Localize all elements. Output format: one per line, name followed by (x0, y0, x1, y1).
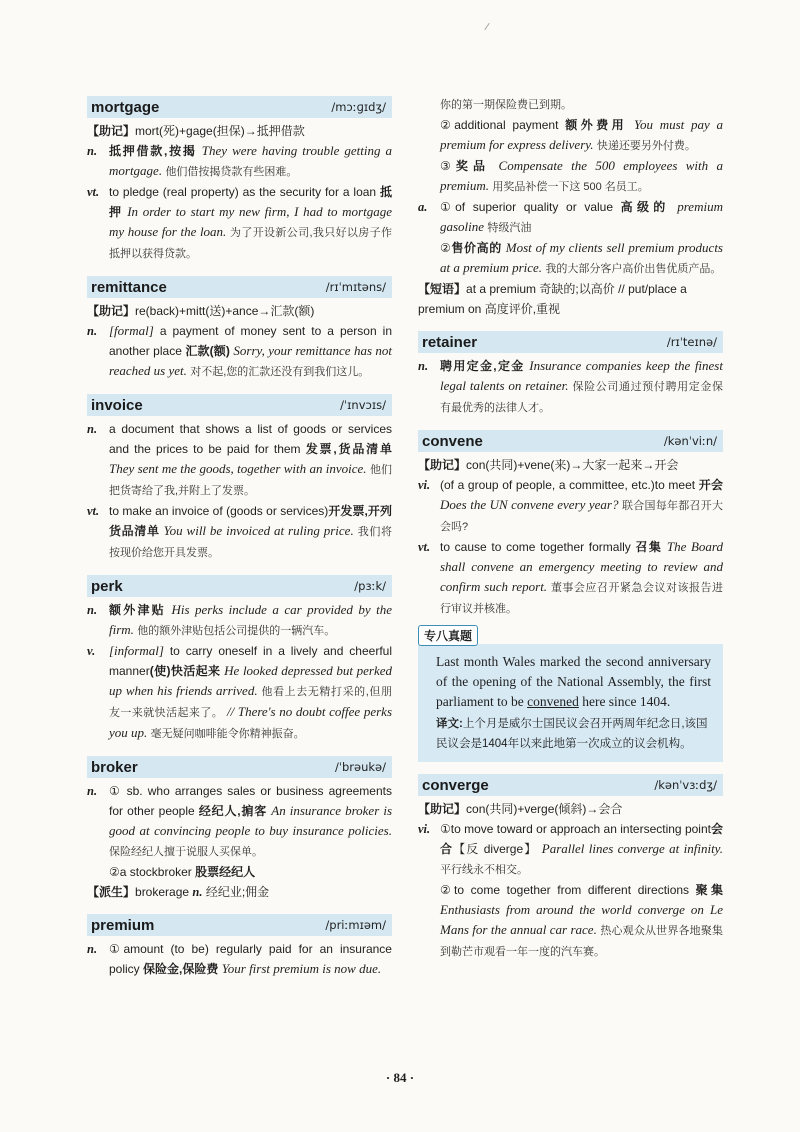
page-number: · 84 · (385, 1070, 415, 1085)
entry-invoice (87, 394, 392, 563)
sense-vi-2: ②to come together from different directions 聚集 Enthusiasts from around the world converge on Le Mans for the annual car race. 热心观众从世界各地聚集到勒芒市观看一年一度的汽车赛。 (440, 883, 724, 958)
scratch-mark (484, 23, 489, 30)
sense-noun-1-cont: 你的第一期保险费已到期。 (440, 99, 572, 111)
phrases: 【短语】at a premium 奇缺的;以高价 // put/place a premium on 高度评价,重视 (418, 282, 687, 316)
headword: broker (91, 758, 138, 776)
headword-bar (418, 430, 723, 452)
sense-noun-2: ②a stockbroker 股票经纪人 (109, 865, 256, 879)
exam-tag: 专八真题 (418, 625, 478, 646)
sense-vi-1: vi. ①to move toward or approach an intersecting point会合【反 diverge】 Parallel lines converge at infinity. 平行线永不相交。 (418, 822, 723, 876)
headword: invoice (91, 396, 143, 414)
headword-bar (87, 96, 392, 118)
sense-noun-2: ②additional payment 额外费用 You must pay a premium for express delivery. 快递还要另外付费。 (440, 117, 723, 152)
exam-box (418, 625, 723, 762)
pronunciation: /rɪˈmɪtəns/ (325, 280, 386, 294)
sense-noun: n. 抵押借款,按揭 They were having trouble getting a mortgage. 他们借按揭贷款有些困难。 (87, 143, 392, 178)
sense-adj-1: a. ①of superior quality or value 高级的 premium gasoline 特级汽油 (418, 199, 723, 234)
mnemonic: 【助记】re(back)+mitt(送)+ance→汇款(额) (87, 304, 315, 318)
headword-bar (418, 331, 723, 353)
entry-premium-continued (418, 94, 723, 319)
sense-verb: vt. to make an invoice of (goods or services)开发票,开列货品清单 You will be invoiced at ruling price. 我们将按现价给您开具发票。 (87, 504, 392, 559)
entry-convene (418, 430, 723, 619)
sense-noun-1: n. ① sb. who arranges sales or business agreements for other people 经纪人,掮客 An insurance broker is good at convincing people to buy insurance policies. 保险经纪人擅于说服人买保单。 (87, 784, 393, 858)
sense-noun: n. 额外津贴 His perks include a car provided by the firm. 他的额外津贴包括公司提供的一辆汽车。 (87, 602, 392, 637)
mnemonic: 【助记】mort(死)+gage(担保)→抵押借款 (87, 124, 305, 138)
right-column (418, 94, 723, 974)
left-column (87, 96, 392, 991)
sense-adj-2: ②售价高的 Most of my clients sell premium products at a premium price. 我的大部分客户高价出售优质产品。 (440, 240, 723, 275)
sense-vi: vi. (of a group of people, a committee, etc.)to meet 开会 Does the UN convene every year? 联合国每年都召开大会吗? (418, 478, 724, 533)
derivative: 【派生】brokerage n. 经纪业;佣金 (87, 885, 270, 899)
headword-bar (87, 914, 392, 936)
headword-bar (87, 394, 392, 416)
entry-retainer (418, 331, 723, 418)
headword: mortgage (91, 98, 160, 116)
headword: remittance (91, 278, 167, 296)
entry-premium (87, 914, 392, 979)
headword-bar (87, 575, 392, 597)
sense-verb: v. [informal] to carry oneself in a lively and cheerful manner(使)快活起来 He looked depressed but perked up when his friends arrived. 他看上去无精打采的,但朋友一来就快活起来了。 // There's no doubt coffee perks you up. 毫无疑问咖啡能令你精神振奋。 (87, 643, 393, 740)
exam-content (418, 644, 723, 762)
sense-noun: n. a document that shows a list of goods or services and the prices to be paid for them 发票,货品清单 They sent me the goods, together with an invoice. 他们把货寄给了我,并附上了发票。 (87, 422, 393, 497)
pronunciation: /priːmɪəm/ (325, 918, 386, 932)
entry-mortgage (87, 96, 392, 264)
headword: premium (91, 916, 155, 934)
mnemonic: 【助记】con(共同)+vene(来)→大家一起来→开会 (418, 458, 679, 472)
sense-noun-1: n. ①amount (to be) regularly paid for an insurance policy 保险金,保险费 Your first premium is now due. (87, 942, 392, 976)
headword-bar (87, 276, 392, 298)
sense-noun-3: ③奖品 Compensate the 500 employees with a premium. 用奖品补偿一下这 500 名员工。 (440, 158, 724, 193)
headword: perk (91, 577, 123, 595)
pronunciation: /kənˈvɜːdʒ/ (654, 778, 717, 792)
headword: convene (422, 432, 483, 450)
pronunciation: /ˈbrəukə/ (334, 760, 386, 774)
sense-noun: n. 聘用定金,定金 Insurance companies keep the finest legal talents on retainer. 保险公司通过预付聘用定金保有最优秀的法律人才。 (418, 358, 723, 414)
sense-noun: n. [formal] a payment of money sent to a person in another place 汇款(额) Sorry, your remittance has not reached us yet. 对不起,您的汇款还没有到我们这儿。 (87, 323, 392, 378)
pronunciation: /ˈɪnvɔɪs/ (340, 398, 386, 412)
sense-vt: vt. to cause to come together formally 召集 The Board shall convene an emergency meeting to review and confirm such report. 董事会应召开紧急会议对该报告进行审议并核准。 (418, 539, 723, 615)
pronunciation: /mɔːɡɪdʒ/ (331, 100, 386, 114)
exam-sentence: Last month Wales marked the second anniversary of the opening of the National Assembly, the first parliament to be convened here since 1404. (436, 654, 711, 709)
entry-broker (87, 756, 392, 902)
sense-verb: vt. to pledge (real property) as the security for a loan 抵押 In order to start my new firm, I had to mortgage my house for the loan. 为了开设新公司,我只好以房子作抵押以获得贷款。 (87, 185, 392, 260)
pronunciation: /kənˈviːn/ (663, 434, 717, 448)
exam-translation: 译文:上个月是威尔士国民议会召开两周年纪念日,该国民议会是1404年以来此地第一次成立的议会机构。 (436, 718, 708, 750)
pronunciation: /rɪˈteɪnə/ (666, 335, 717, 349)
headword: retainer (422, 333, 478, 351)
pronunciation: /pɜːk/ (354, 579, 386, 593)
entry-converge (418, 774, 723, 962)
entry-remittance (87, 276, 392, 382)
entry-perk (87, 575, 392, 744)
headword-bar (418, 774, 723, 796)
headword-bar (87, 756, 392, 778)
mnemonic: 【助记】con(共同)+verge(倾斜)→会合 (418, 802, 623, 816)
headword: converge (422, 776, 489, 794)
